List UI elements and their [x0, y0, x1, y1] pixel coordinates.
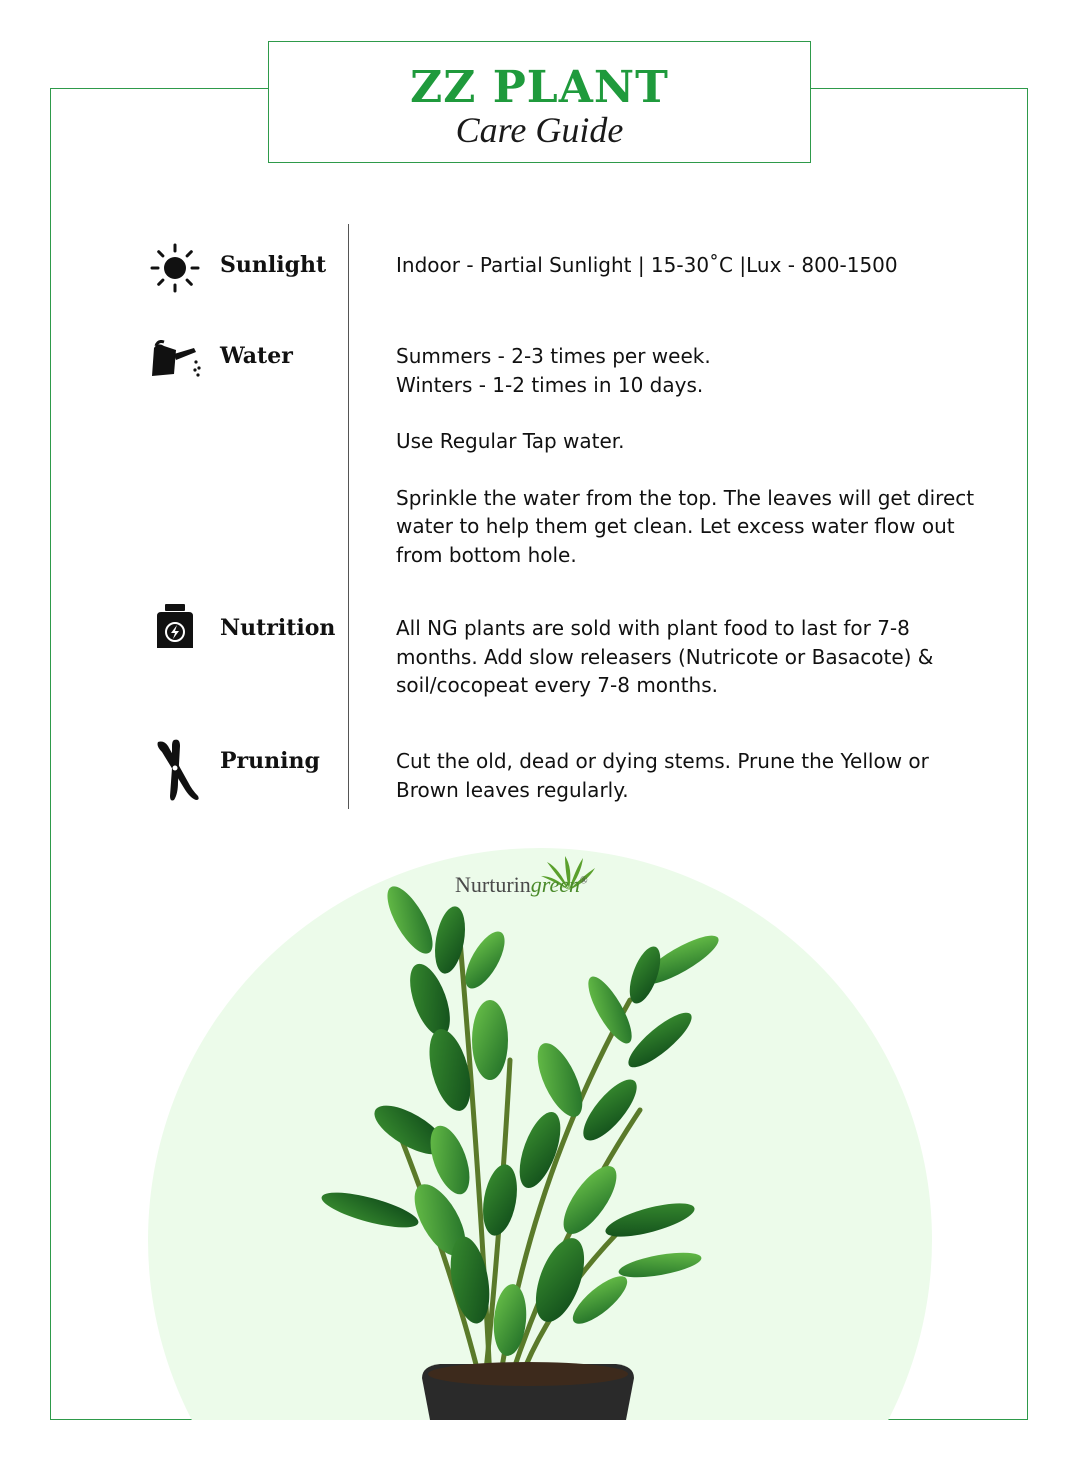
page-title: ZZ PLANT — [410, 62, 669, 113]
pruning-label: Pruning — [220, 748, 320, 774]
water-line-tap: Use Regular Tap water. — [396, 429, 625, 453]
zz-plant-image — [300, 880, 780, 1420]
page-subtitle: Care Guide — [455, 110, 624, 150]
water-line-summers: Summers - 2-3 times per week. — [396, 344, 711, 368]
pruning-paragraph: Cut the old, dead or dying stems. Prune the Yellow or Brown leaves regularly. — [396, 749, 929, 802]
water-label: Water — [220, 343, 293, 369]
brand-name-part1: Nurturin — [455, 872, 531, 897]
sunlight-line: Indoor - Partial Sunlight | 15-30˚C |Lux - 800-1500 — [396, 253, 898, 277]
water-line-sprinkle: Sprinkle the water from the top. The leaves will get direct water to help them get clean. Let excess water flow out from bottom hole. — [396, 485, 975, 567]
sunlight-label: Sunlight — [220, 252, 327, 278]
nutrition-label: Nutrition — [220, 615, 336, 641]
brand-name — [455, 872, 588, 898]
registered-mark: ® — [580, 875, 588, 887]
water-line-winters: Winters - 1-2 times in 10 days. — [396, 372, 704, 397]
brand-logo — [455, 856, 635, 912]
brand-name-part2: green — [530, 872, 581, 897]
nutrition-paragraph: All NG plants are sold with plant food to last for 7-8 months. Add slow releasers (Nutricote or Basacote) & soil/cocopeat every 7-8 months. — [396, 616, 934, 697]
